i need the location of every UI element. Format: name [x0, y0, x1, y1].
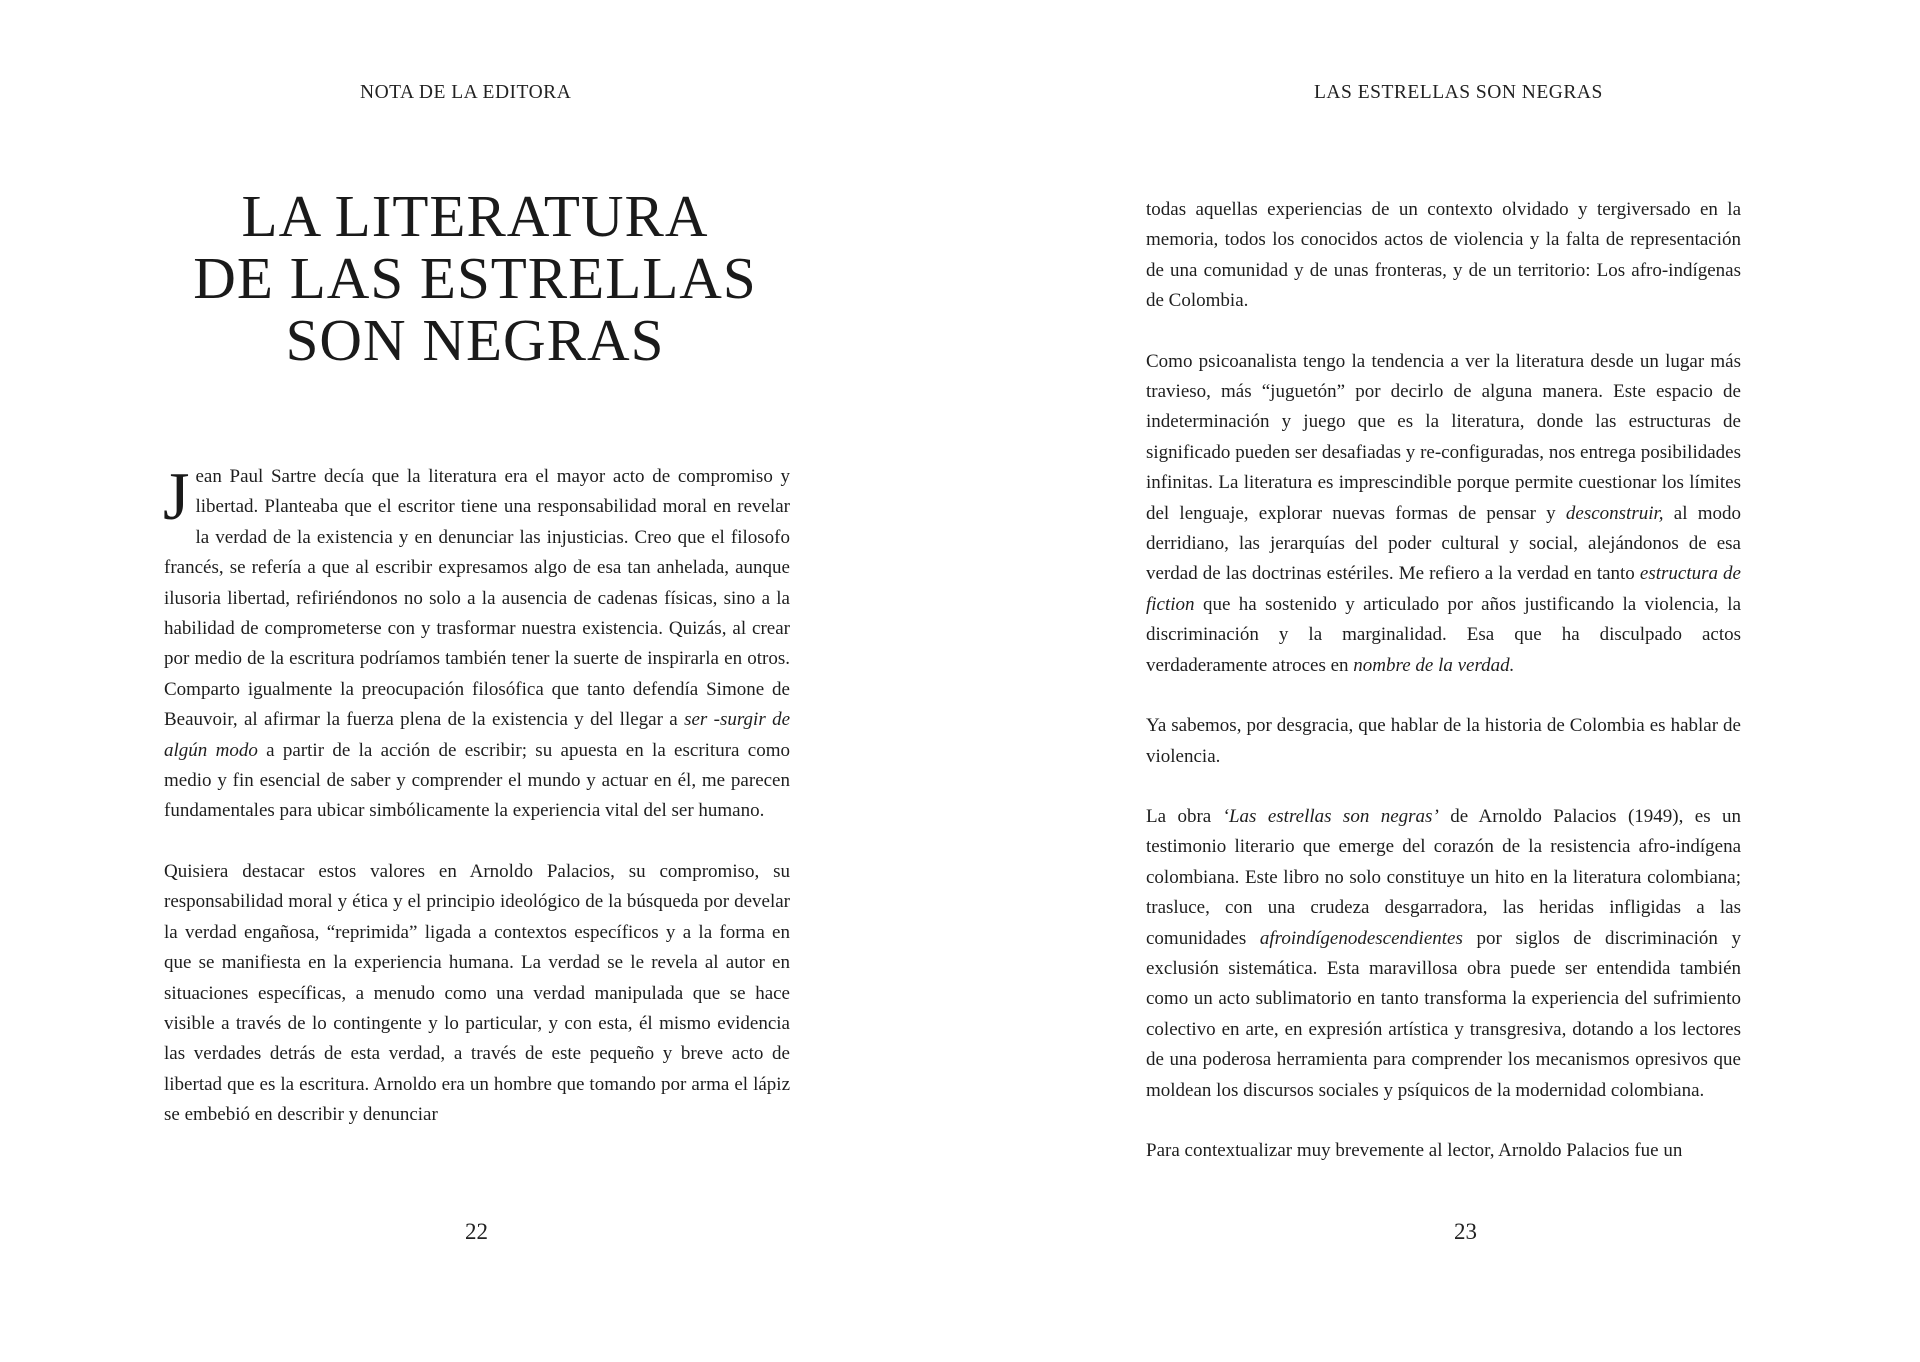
title-line-3: SON NEGRAS — [285, 307, 665, 373]
paragraph-text: de Arnoldo Palacios (1949), es un testimonio literario que emerge del corazón de la resistencia afro-indígena colombiana. Este libro no solo constituye un hito en la literatura colombiana; trasluce, con una crudeza desgarradora, las heridas infligidas a las comunidades — [1146, 805, 1742, 949]
drop-cap: J — [163, 458, 190, 534]
paragraph-text: por siglos de discriminación y exclusión sistemática. Esta maravillosa obra puede ser entendida también como un acto sublimatorio en tanto transforma la experiencia del sufrimiento colectivo en arte, en expresión artística y transgresiva, dotando a los lectores de una poderosa herramienta para comprender los mecanismos opresivos que moldean los discursos sociales y psíquicos de la modernidad colombiana. — [1146, 927, 1741, 1101]
paragraph-text: La obra — [1146, 805, 1212, 827]
page-number-right: 23 — [1454, 1219, 1477, 1244]
title-line-2: DE LAS ESTRELLAS — [193, 245, 757, 311]
italic-phrase: estructura de fiction — [1146, 563, 1741, 615]
chapter-title — [140, 185, 810, 371]
paragraph — [1146, 347, 1741, 681]
paragraph-text: ean Paul Sartre decía que la literatura era el mayor acto de compromiso y libertad. Planteaba que el escritor tiene una responsabilidad moral en revelar la verdad de la existencia y en denunciar las injusticias. Creo que el filosofo francés, se refería a que al escribir expresamos algo de esa tan anhelada, aunque ilusoria libertad, refiriéndonos no solo a la ausencia de cadenas físicas, sino a la habilidad de comprometerse con y trasformar nuestra existencia. Quizás, al crear por medio de la escritura podríamos también tener la suerte de inspirarla en otros. Comparto igualmente la preocupación filosófica que tanto defendía Simone de Beauvoir, al afirmar la fuerza plena de la existencia y del llegar a — [164, 466, 790, 731]
italic-phrase: afroindígenodescendientes — [1259, 927, 1463, 949]
paragraph: Quisiera destacar estos valores en Arnoldo Palacios, su compromiso, su responsabilidad moral y ética y el principio ideológico de la búsqueda por develar la verdad engañosa, “reprimida” ligada a contextos específicos y a la forma en que se manifiesta en la experiencia humana. La verdad se le revela al autor en situaciones específicas, a menudo como una verdad manipulada que se hace visible a través de lo contingente y lo particular, y con esta, él mismo evidencia las verdades detrás de esta verdad, a través de este pequeño y breve acto de libertad que es la escritura. Arnoldo era un hombre que tomando por arma el lápiz se embebió en describir y denunciar — [164, 860, 790, 1126]
italic-phrase: ser -surgir de algún modo — [164, 709, 791, 761]
paragraph-text: al modo derridiano, las jerarquías del poder cultural y social, alejándonos de esa verdad de las doctrinas estériles. Me refiero a la verdad en tanto — [1146, 502, 1741, 585]
running-head-left: NOTA DE LA EDITORA — [360, 82, 572, 103]
right-page — [960, 0, 1920, 1362]
italic-phrase: ‘Las estrellas son negras’ — [1222, 805, 1439, 827]
paragraph: todas aquellas experiencias de un contexto olvidado y tergiversado en la memoria, todos los conocidos actos de violencia y la falta de representación de una comunidad y de unas fronteras, y de un territorio: Los afro-indígenas de Colombia. — [1146, 199, 1741, 312]
paragraph: Para contextualizar muy brevemente al lector, Arnoldo Palacios fue un — [1146, 1139, 1683, 1161]
page-number-left: 22 — [465, 1219, 488, 1244]
paragraph-text: Como psicoanalista tengo la tendencia a ver la literatura desde un lugar más travieso, más “juguetón” por decirlo de alguna manera. Este espacio de indeterminación y juego que es la literatura, donde las estructuras de significado pueden ser desafiadas y re-configuradas, nos entrega posibilidades infinitas. La literatura es imprescindible porque permite cuestionar los límites del lenguaje, explorar nuevas formas de pensar y — [1146, 350, 1741, 524]
italic-phrase: nombre de la verdad. — [1353, 654, 1515, 676]
paragraph-text: que ha sostenido y articulado por años justificando la violencia, la discriminación y la marginalidad. Esa que ha disculpado actos verdaderamente atroces en — [1146, 593, 1742, 676]
italic-phrase: desconstruir, — [1565, 502, 1664, 524]
paragraph — [163, 458, 791, 827]
right-body-text — [1146, 195, 1741, 1166]
paragraph — [1146, 802, 1741, 1106]
paragraph-text: a partir de la acción de escribir; su apuesta en la escritura como medio y fin esencial de saber y comprender el mundo y actuar en él, me parecen fundamentales para ubicar simbólicamente la experiencia vital del ser humano. — [164, 739, 790, 822]
left-body-text — [163, 458, 791, 1131]
running-head-right: LAS ESTRELLAS SON NEGRAS — [1314, 82, 1603, 103]
paragraph: Ya sabemos, por desgracia, que hablar de la historia de Colombia es hablar de violencia. — [1146, 715, 1741, 767]
title-line-1: LA LITERATURA — [241, 183, 709, 249]
